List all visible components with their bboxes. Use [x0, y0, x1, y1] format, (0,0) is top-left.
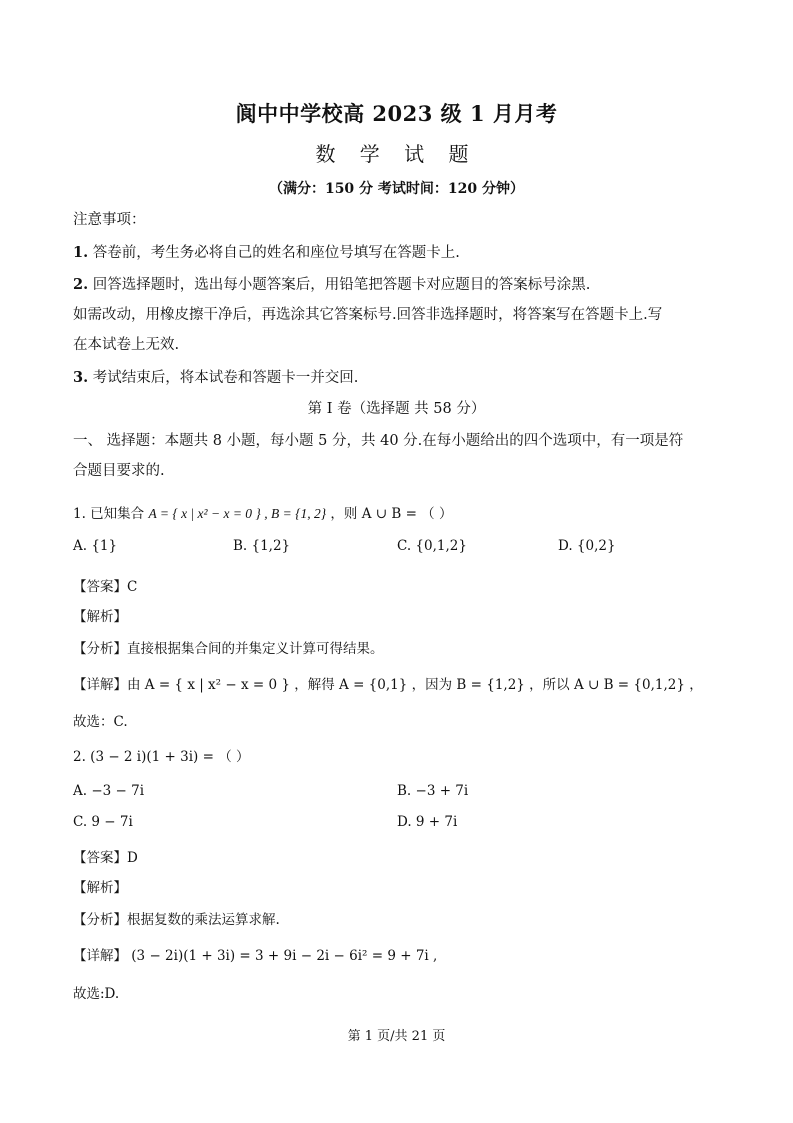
notes-item-text: 考试结束后，将本试卷和答题卡一并交回.	[92, 370, 359, 386]
question-2-option-b: B. −3 + 7i	[397, 783, 469, 799]
section-intro-line-1: 一、 选择题：本题共 8 小题，每小题 5 分，共 40 分.在每小题给出的四个选项中，有一项是符	[73, 433, 684, 449]
notes-item-2	[73, 273, 590, 294]
question-2-conclusion: 故选:D.	[73, 986, 120, 1002]
question-2-option-d: D. 9 + 7i	[397, 814, 458, 830]
question-1-option-d: D. {0,2}	[558, 538, 616, 554]
exam-subtitle: 数 学 试 题	[315, 142, 478, 166]
question-1-answer: 【答案】C	[73, 579, 138, 595]
question-1-option-b: B. {1,2}	[233, 538, 291, 554]
question-2-detail: 【详解】 (3 − 2i)(1 + 3i) = 3 + 9i − 2i − 6i² = 9 + 7i ,	[73, 948, 438, 964]
notes-item-text: 回答选择题时，选出每小题答案后，用铅笔把答题卡对应题目的答案标号涂黑.	[92, 277, 591, 293]
page-number: 第 1 页/共 21 页	[347, 1029, 446, 1044]
notes-item-2-line-3: 在本试卷上无效.	[73, 337, 180, 353]
notes-item-number: 3.	[73, 369, 89, 386]
question-2-stem: 2. (3 − 2 i)(1 + 3i) = （ ）	[73, 749, 250, 765]
question-1-stem	[73, 502, 452, 522]
math-set-definition: A = { x | x² − x = 0 } , B = {1, 2}	[148, 506, 327, 521]
question-2-option-a: A. −3 − 7i	[73, 783, 145, 799]
section-heading: 第 I 卷（选择题 共 58 分）	[307, 401, 486, 417]
question-2-analysis: 【分析】根据复数的乘法运算求解.	[73, 912, 280, 928]
question-1-option-a: A. {1}	[73, 538, 118, 554]
notes-item-text: 答卷前，考生务必将自己的姓名和座位号填写在答题卡上.	[92, 245, 460, 261]
question-2-answer: 【答案】D	[73, 850, 138, 866]
question-1-analysis-tag: 【解析】	[73, 609, 127, 625]
question-stem-suffix: ，则 A ∪ B = （ ）	[330, 506, 453, 522]
question-1-analysis: 【分析】直接根据集合间的并集定义计算可得结果。	[73, 641, 384, 657]
notes-heading: 注意事项：	[73, 212, 146, 228]
notes-item-number: 2.	[73, 276, 89, 293]
question-stem-prefix: 1. 已知集合	[73, 506, 145, 522]
notes-item-2-line-2: 如需改动，用橡皮擦干净后，再选涂其它答案标号.回答非选择题时，将答案写在答题卡上.写	[73, 307, 663, 323]
question-1-detail: 【详解】由 A = { x | x² − x = 0 } ，解得 A = {0,1} ，因为 B = {1,2} ，所以 A ∪ B = {0,1,2} ，	[73, 677, 703, 693]
exam-info: （满分：150 分 考试时间：120 分钟）	[268, 181, 525, 197]
question-2-option-c: C. 9 − 7i	[73, 814, 133, 830]
notes-item-1	[73, 241, 460, 262]
section-intro-line-2: 合题目要求的.	[73, 463, 165, 479]
question-1-option-c: C. {0,1,2}	[397, 538, 467, 554]
notes-item-number: 1.	[73, 244, 89, 261]
exam-title: 阆中中学校高 2023 级 1 月月考	[235, 101, 558, 126]
question-1-conclusion: 故选：C.	[73, 714, 128, 730]
question-2-analysis-tag: 【解析】	[73, 880, 127, 896]
notes-item-3	[73, 366, 358, 387]
